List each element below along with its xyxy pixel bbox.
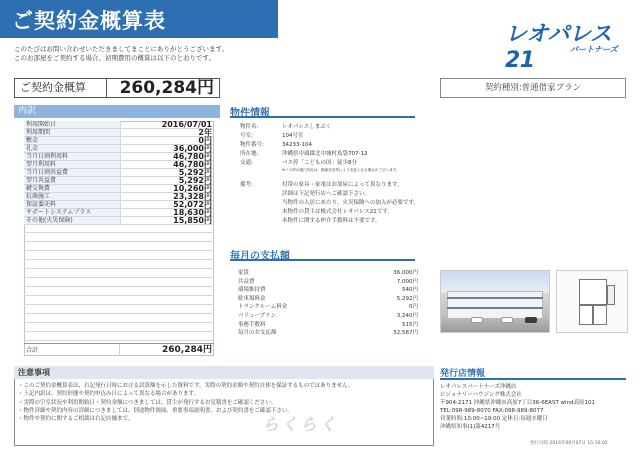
breakdown-value: 2年 <box>120 129 214 137</box>
note-line: ・実際の空室状況や利用開始日・契約金額につきましては、貸主が発行するお見積書をご確認ください。 <box>18 399 277 406</box>
breakdown-value: 23,328円 <box>120 193 214 201</box>
breakdown-empty-row <box>24 268 214 269</box>
property-row <box>240 151 582 158</box>
breakdown-total-label: 合計 <box>24 344 120 356</box>
breakdown-row <box>24 121 214 129</box>
shop-heading: 発行店情報 <box>440 366 626 380</box>
breakdown-empty-row <box>24 286 214 287</box>
monthly-label: バリュープラン <box>238 313 277 319</box>
remarks-line: 当物件の入居にあたり、火災保険への加入が必要です。 <box>282 200 420 206</box>
breakdown-value: 5,292円 <box>120 169 214 177</box>
shop-line: ビジョナリーハウジング株式会社 <box>440 392 522 398</box>
monthly-value: 5,292円 <box>396 295 418 302</box>
property-label: 交通: <box>240 160 253 166</box>
monthly-heading: 毎月の支払額 <box>230 247 415 261</box>
breakdown-label: 礼金 <box>24 145 120 153</box>
breakdown-label: 保証委託料 <box>24 201 120 209</box>
monthly-value: 3,240円 <box>396 313 418 319</box>
remarks-label: 備考: <box>240 182 253 188</box>
shop-line: TEL:098-989-8070 FAX:098-989-8077 <box>440 408 544 414</box>
property-row <box>240 133 582 140</box>
breakdown-value: 46,780円 <box>120 161 214 169</box>
intro-line: このたびはお問い合わせいただきましてまことにありがとうございます。 <box>14 45 228 53</box>
remarks-row <box>240 218 582 225</box>
property-value: 104号室 <box>282 133 304 139</box>
note-line: ・このご契約金概算表は、右記発行日時における試算額を示した資料です。実際の契約金額や契約自体を保証するものではありません。 <box>18 383 354 389</box>
monthly-row <box>238 269 418 278</box>
traffic-note: ※バス停の運行状況は、路線状況等により変更となる場合がございます。 <box>282 168 400 172</box>
shop-line: レオパレスパートナーズ沖縄店 <box>440 384 517 390</box>
breakdown-label: 当月日割共益費 <box>24 169 120 177</box>
breakdown-total-value: 260,284円 <box>162 345 212 355</box>
total-label: ご契約金概算 <box>15 79 107 97</box>
breakdown-value: 52,072円 <box>120 201 214 209</box>
monthly-label: 環境維持費 <box>238 287 266 294</box>
monthly-row <box>238 312 418 321</box>
breakdown-label: 敷金 <box>24 137 120 145</box>
monthly-row <box>238 321 418 330</box>
shop-line: 営業時間:10:00~19:00 定休日:毎週水曜日 <box>440 416 548 422</box>
total-estimate-box <box>14 78 220 98</box>
property-label: 号室: <box>240 133 253 139</box>
monthly-value: 0円 <box>409 304 418 311</box>
breakdown-empty-row <box>24 277 214 278</box>
note-line: ・上記内訳は、契約形態や契約申込み日によって異なる場合があります。 <box>18 391 200 398</box>
breakdown-empty-row <box>24 322 214 323</box>
monthly-value: 7,000円 <box>396 278 418 285</box>
breakdown-table <box>24 121 214 225</box>
breakdown-empty-row <box>24 232 214 233</box>
monthly-label: 共益費 <box>238 278 255 285</box>
intro-line: このお部屋をご契約する場合、初期費用の概算は以下のとおりです。 <box>14 54 215 62</box>
breakdown-heading: 内訳 <box>14 105 220 118</box>
breakdown-empty-row <box>24 304 214 305</box>
notes-heading: 注意事項 <box>14 366 434 379</box>
watermark: らくらく <box>262 415 338 435</box>
breakdown-value: 2016/07/01 <box>120 121 214 129</box>
note-line: ・物件や契約に関するご相談は右記店舗まで。 <box>18 416 134 423</box>
property-label: 物件番号: <box>240 142 264 148</box>
monthly-row <box>238 303 418 312</box>
property-heading: 物件情報 <box>230 104 415 118</box>
breakdown-empty-row <box>24 259 214 260</box>
monthly-label: トランクルーム料金 <box>238 304 288 311</box>
breakdown-label: 利用期間 <box>24 129 120 137</box>
breakdown-label: 利用開始日 <box>24 121 120 129</box>
remarks-line: 本物件の貸主は株式会社レオパレス21です。 <box>282 209 393 215</box>
monthly-value: 540円 <box>402 287 418 294</box>
property-row <box>240 160 582 167</box>
note-line: ・物件詳細や契約内容の詳細につきましては、別途物件図面、重要事項説明書、および契約書をご確認下さい。 <box>18 407 293 414</box>
breakdown-empty-row <box>24 331 214 332</box>
contract-type: 契約種別:普通借家プラン <box>440 78 626 98</box>
monthly-row <box>238 329 418 338</box>
breakdown-total-row <box>24 343 214 356</box>
monthly-label: 毎月のお支払額 <box>238 330 277 337</box>
brand-logo-sub: パートナーズ <box>570 45 618 54</box>
property-value: 34233-104 <box>282 142 312 148</box>
traffic-note-row <box>240 167 582 174</box>
breakdown-label: 抗菌施工 <box>24 193 120 201</box>
monthly-label: 家賃 <box>238 270 250 276</box>
breakdown-value: 10,260円 <box>120 185 214 193</box>
breakdown-label: 翌月利用料 <box>24 161 120 169</box>
floor-plan-image <box>556 270 628 333</box>
breakdown-value: 46,780円 <box>120 153 214 161</box>
monthly-row <box>238 278 418 287</box>
brand-logo: レオパレス21 <box>505 22 612 73</box>
breakdown-empty-row <box>24 250 214 251</box>
property-label: 物件名: <box>240 124 259 130</box>
breakdown-value: 5,292円 <box>120 177 214 185</box>
breakdown-label: その他(火災保険) <box>24 217 120 225</box>
remarks-line: 付帯の家具・家電はお部屋によって異なります。 <box>282 182 403 188</box>
monthly-row <box>238 295 418 304</box>
remarks-line: 本物件に関する仲介手数料は不要です。 <box>282 218 381 224</box>
property-row <box>240 124 582 131</box>
breakdown-empty-row <box>24 340 214 341</box>
breakdown-value: 36,000円 <box>120 145 214 153</box>
property-value: バス停「こどもの国」徒歩8分 <box>282 160 358 166</box>
total-value: 260,284円 <box>119 78 214 98</box>
breakdown-label: 翌月共益費 <box>24 177 120 185</box>
property-value: 沖縄県中頭郡北中城村島袋707-12 <box>282 151 368 157</box>
remarks-row <box>240 200 582 207</box>
breakdown-empty-row <box>24 313 214 314</box>
breakdown-value: 0円 <box>120 137 214 145</box>
shop-line: 〒904-2171 沖縄県沖縄市高原7丁目36-6EAST wind高原101 <box>440 400 596 406</box>
remarks-row <box>240 209 582 216</box>
breakdown-value: 18,630円 <box>120 209 214 217</box>
monthly-value: 515円 <box>402 321 418 328</box>
monthly-label: 駐車場料金 <box>238 295 266 302</box>
breakdown-empty-row <box>24 295 214 296</box>
shop-line: 沖縄県知事(1)第4217号 <box>440 424 501 430</box>
breakdown-row <box>24 129 214 137</box>
intro-text <box>14 45 228 63</box>
monthly-row <box>238 286 418 295</box>
building-shape <box>447 291 543 319</box>
monthly-label: 事務手数料 <box>238 321 266 328</box>
notes-body <box>18 382 432 423</box>
breakdown-label: 当月日割利用料 <box>24 153 120 161</box>
property-row <box>240 142 582 149</box>
breakdown-value: 15,850円 <box>120 217 214 225</box>
monthly-value: 52,587円 <box>393 330 418 337</box>
remarks-row <box>240 182 582 189</box>
breakdown-label: サポートシステムプラス <box>24 209 120 217</box>
breakdown-row <box>24 217 214 225</box>
remarks-row <box>240 191 582 198</box>
remarks-line: 詳細は下記発行店へご確認下さい。 <box>282 191 371 197</box>
property-label: 所在地: <box>240 151 259 157</box>
issue-datetime: 発行日時:2016年06月07日 15:16:02 <box>530 441 608 446</box>
monthly-value: 36,000円 <box>393 270 418 276</box>
breakdown-empty-row <box>24 241 214 242</box>
breakdown-label: 鍵交換費 <box>24 185 120 193</box>
page-title: ご契約金概算表 <box>12 9 166 33</box>
property-value: レオパレスしまぶく <box>282 124 332 130</box>
property-photo <box>440 270 550 333</box>
